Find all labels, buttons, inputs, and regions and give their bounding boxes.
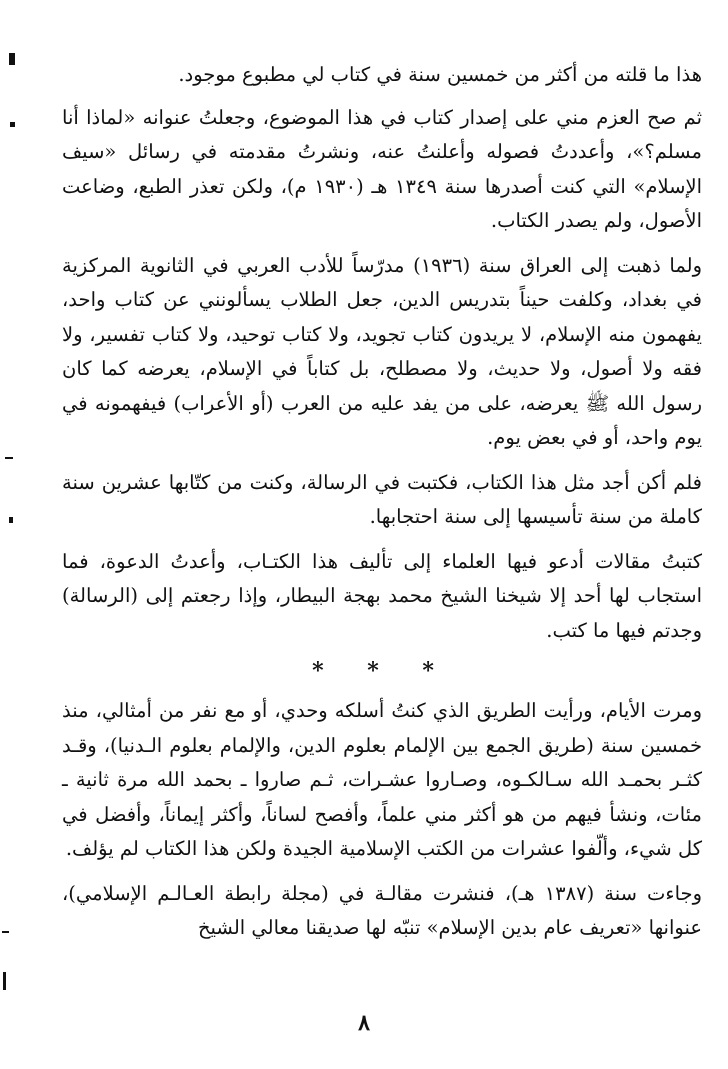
paragraph: ومرت الأيام، ورأيت الطريق الذي كنتُ أسلكه وحدي، أو مع نفر من أمثالي، منذ خمسين سنة (طريق الجمع بين الإلمام بعلوم الدين، والإلمام بعلوم الـدنيا)، وقـد كثـر بحمـد الله سـالكـوه، وصـاروا عشـرات، ثـم صاروا ـ بحمد الله مرة ثانية ـ مئات، ونشأ فيهم من هو أكثر مني علماً، وأفصح لساناً، وأكثر إيماناً، وأفضل في كل شيء، وألّفوا عشرات من الكتب الإسلامية الجيدة ولكن هذا الكتاب لم يؤلف. xyxy=(62,699,702,860)
margin-scan-mark xyxy=(10,122,15,127)
paragraph: ثم صح العزم مني على إصدار كتاب في هذا الموضوع، وجعلتُ عنوانه «لماذا أنا مسلم؟»، وأعددتُ فصوله وأعلنتُ عنه، ونشرتُ مقدمته في رسائل «سيف الإسلام» التي كنت أصدرها سنة ١٣٤٩ هـ (١٩٣٠ م)، ولكن تعذر الطبع، وضاعت الأصول، ولم يصدر الكتاب. xyxy=(62,105,702,232)
paragraph: كتبتُ مقالات أدعو فيها العلماء إلى تأليف هذا الكتـاب، وأعدتُ الدعوة، فما استجاب لها أحد إلا شيخنا الشيخ محمد بهجة البيطار، وإذا رجعتم إلى (الرسالة) وجدتم فيها ما كتب. xyxy=(62,549,702,642)
margin-scan-mark xyxy=(3,972,6,990)
body-text xyxy=(62,58,702,956)
section-separator: * * * xyxy=(312,658,452,684)
margin-scan-mark xyxy=(9,517,13,523)
margin-scan-mark xyxy=(9,53,15,65)
page-number: ٨ xyxy=(358,1010,370,1036)
margin-scan-mark xyxy=(5,457,13,459)
paragraph: فلم أكن أجد مثل هذا الكتاب، فكتبت في الرسالة، وكنت من كتّابها عشرين سنة كاملة من سنة تأسيسها إلى سنة احتجابها. xyxy=(62,470,702,528)
paragraph: ولما ذهبت إلى العراق سنة (١٩٣٦) مدرّساً للأدب العربي في الثانوية المركزية في بغداد، وكلفت حيناً بتدريس الدين، جعل الطلاب يسألونني عن كتاب واحد، يفهمون منه الإسلام، لا يريدون كتاب تجويد، ولا كتاب توحيد، ولا كتاب تفسير، ولا فقه ولا أصول، ولا حديث، ولا مصطلح، بل كتاباً في الإسلام، يعرضه كما كان رسول الله ﷺ يعرضه، على من يفد عليه من العرب (أو الأعراب) فيفهمونه في يوم واحد، أو في بعض يوم. xyxy=(62,253,703,449)
paragraph: وجاءت سنة (١٣٨٧ هـ)، فنشرت مقالـة في (مجلة رابطة العـالـم الإسلامي)، عنوانها «تعريف عام بدين الإسلام» تنبّه لها صديقنا معالي الشيخ xyxy=(62,881,702,939)
margin-scan-mark xyxy=(2,931,9,933)
paragraph: هذا ما قلته من أكثر من خمسين سنة في كتاب لي مطبوع موجود. xyxy=(178,63,702,86)
